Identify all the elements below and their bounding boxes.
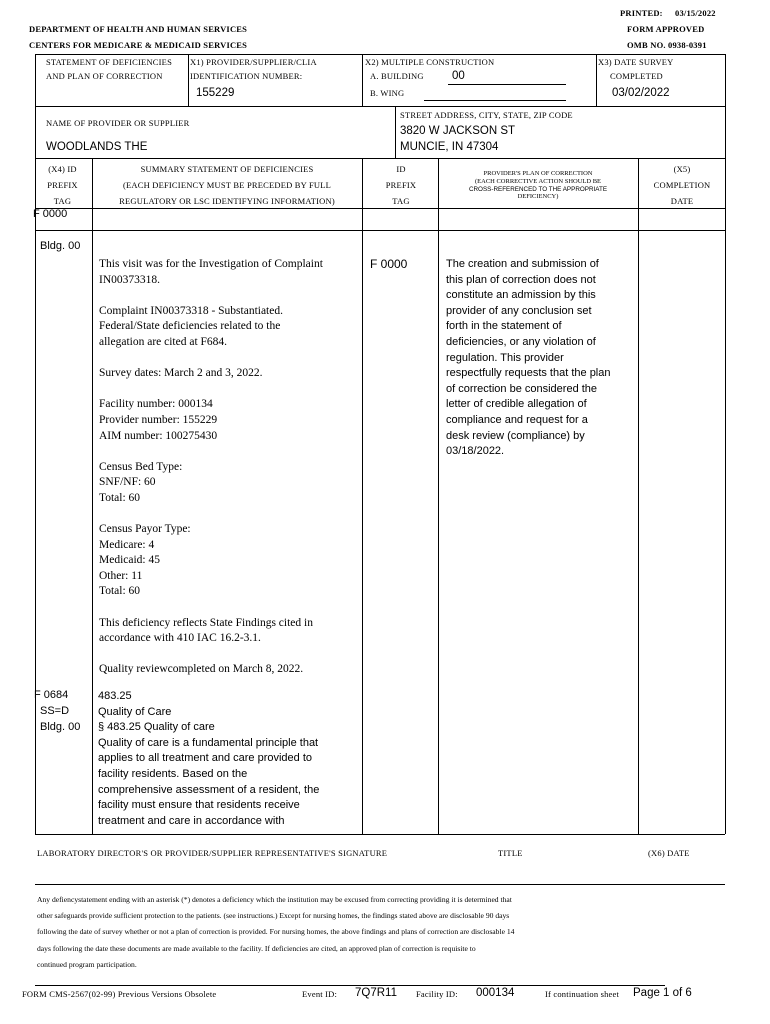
title-label: TITLE [498, 848, 523, 858]
building-value: 00 [452, 70, 465, 82]
page-number: Page 1 of 6 [633, 987, 692, 999]
summary-paragraph: Census Payor Type: Medicare: 4 Medicaid: 45 Other: 11 Total: 60 [99, 523, 191, 598]
plan-of-correction-text: The creation and submission of this plan of correction does not constitute an admission by this provider of any conclusion set forth in the statement of deficiencies, or any violation of regulation. This provider respectfully requests that the plan of correction be considered the letter of credible allegation of compliance and request for a desk review (compliance) by 03/18/2022. [446, 258, 611, 458]
printed-date: 03/15/2022 [675, 8, 716, 18]
wing-label: B. WING [370, 88, 405, 98]
plan-tag-f0000: F 0000 [370, 257, 408, 271]
date-survey-label-1: X3) DATE SURVEY [598, 57, 674, 67]
tag-f0000: F 0000 [33, 208, 68, 220]
statement-label-2: AND PLAN OF CORRECTION [46, 71, 163, 81]
summary-paragraph: Facility number: 000134 Provider number: 155229 AIM number: 100275430 [99, 398, 218, 442]
disclosure-footnote: Any defiencystatement ending with an asterisk (*) denotes a deficiency which the institution may be excused from correcting providing it is determined that other safeguards provide sufficient protection to the patients. (see instructions.) Except for nursing homes, the findings stated above are disclosable 90 days following the date of survey whether or not a plan of correction is provided. For nursing homes, the above findings and plans of correction are disclosable 14 days following the date these documents are made available to the facility. If deficiencies are cited, an approved plan of correction is requisite to continued program participation. [37, 895, 515, 969]
centers-heading: CENTERS FOR MEDICARE & MEDICAID SERVICES [29, 40, 248, 50]
summary-header-3: REGULATORY OR LSC IDENTIFYING INFORMATION) [119, 196, 335, 206]
quality-of-care-text: 483.25 Quality of Care § 483.25 Quality of care Quality of care is a fundamental principle that applies to all treatment and care provided to facility residents. Based on the comprehensive assessment of a resident, the facility must ensure that residents receive treatment and care in accordance with [98, 690, 320, 827]
event-id-label: Event ID: [302, 989, 338, 999]
omb-number: OMB NO. 0938-0391 [627, 40, 707, 50]
plan-header-1: PROVIDER'S PLAN OF CORRECTION [483, 170, 593, 177]
provider-id-label-1: X1) PROVIDER/SUPPLIER/CLIA [190, 57, 317, 67]
x5-label: (X5) [673, 164, 691, 174]
building-label: A. BUILDING [370, 71, 424, 81]
summary-paragraph: This visit was for the Investigation of Complaint IN00373318. [99, 258, 323, 286]
event-id-value: 7Q7R11 [355, 987, 397, 999]
signature-date-label: (X6) DATE [648, 848, 690, 858]
plan-header-4: DEFICIENCY) [517, 193, 559, 201]
provider-name-label: NAME OF PROVIDER OR SUPPLIER [46, 118, 190, 128]
facility-id-value: 000134 [476, 987, 515, 999]
summary-block [99, 257, 361, 678]
id-tag-label: TAG [392, 196, 410, 206]
plan-header-3: CROSS-REFERENCED TO THE APPROPRIATE [468, 185, 608, 193]
date-survey-label-2: COMPLETED [610, 71, 663, 81]
summary-paragraph: Quality reviewcompleted on March 8, 2022. [99, 663, 304, 676]
tag-f0684: F 0684 [34, 689, 69, 701]
form-number: FORM CMS-2567(02-99) Previous Versions Obsolete [22, 989, 217, 999]
summary-paragraph: This deficiency reflects State Findings cited in accordance with 410 IAC 16.2-3.1. [99, 616, 313, 645]
x4-prefix-label: PREFIX [47, 180, 78, 190]
summary-paragraph: Census Bed Type: SNF/NF: 60 Total: 60 [99, 460, 183, 504]
summary-paragraph: Survey dates: March 2 and 3, 2022. [99, 367, 263, 380]
summary-paragraph: Complaint IN00373318 - Substantiated. Federal/State deficiencies related to the allegation are cited at F684. [99, 304, 283, 348]
summary-header-2: (EACH DEFICIENCY MUST BE PRECEDED BY FULL [122, 180, 332, 190]
statement-label-1: STATEMENT OF DEFICIENCIES [46, 57, 173, 67]
plan-header [440, 170, 636, 201]
provider-id-value: 155229 [196, 87, 235, 99]
printed-label: PRINTED: [620, 8, 663, 18]
form-approved: FORM APPROVED [627, 24, 705, 34]
id-prefix-label: PREFIX [385, 180, 417, 190]
x4-id-label: (X4) ID [48, 164, 77, 174]
department-heading: DEPARTMENT OF HEALTH AND HUMAN SERVICES [29, 24, 248, 34]
x4-tag-label: TAG [53, 196, 72, 206]
signature-label: LABORATORY DIRECTOR'S OR PROVIDER/SUPPLIER REPRESENTATIVE'S SIGNATURE [37, 848, 388, 858]
scope-severity: SS=D [40, 705, 70, 717]
continuation-label: If continuation sheet [545, 989, 620, 999]
address-line-2: MUNCIE, IN 47304 [400, 141, 499, 153]
bldg-00-second: Bldg. 00 [40, 721, 81, 733]
date-survey-value: 03/02/2022 [612, 87, 670, 99]
address-line-1: 3820 W JACKSON ST [400, 125, 516, 137]
address-label: STREET ADDRESS, CITY, STATE, ZIP CODE [400, 110, 573, 120]
provider-id-label-2: IDENTIFICATION NUMBER: [190, 71, 303, 81]
plan-header-2: (EACH CORRECTIVE ACTION SHOULD BE [474, 177, 602, 185]
bldg-00: Bldg. 00 [40, 240, 81, 252]
multiple-construction-label: X2) MULTIPLE CONSTRUCTION [365, 57, 495, 67]
id-label: ID [396, 164, 406, 174]
completion-date-label: DATE [670, 196, 694, 206]
provider-name-value: WOODLANDS THE [46, 141, 148, 153]
facility-id-label: Facility ID: [416, 989, 458, 999]
completion-label: COMPLETION [653, 180, 711, 190]
summary-header-1: SUMMARY STATEMENT OF DEFICIENCIES [140, 164, 314, 174]
